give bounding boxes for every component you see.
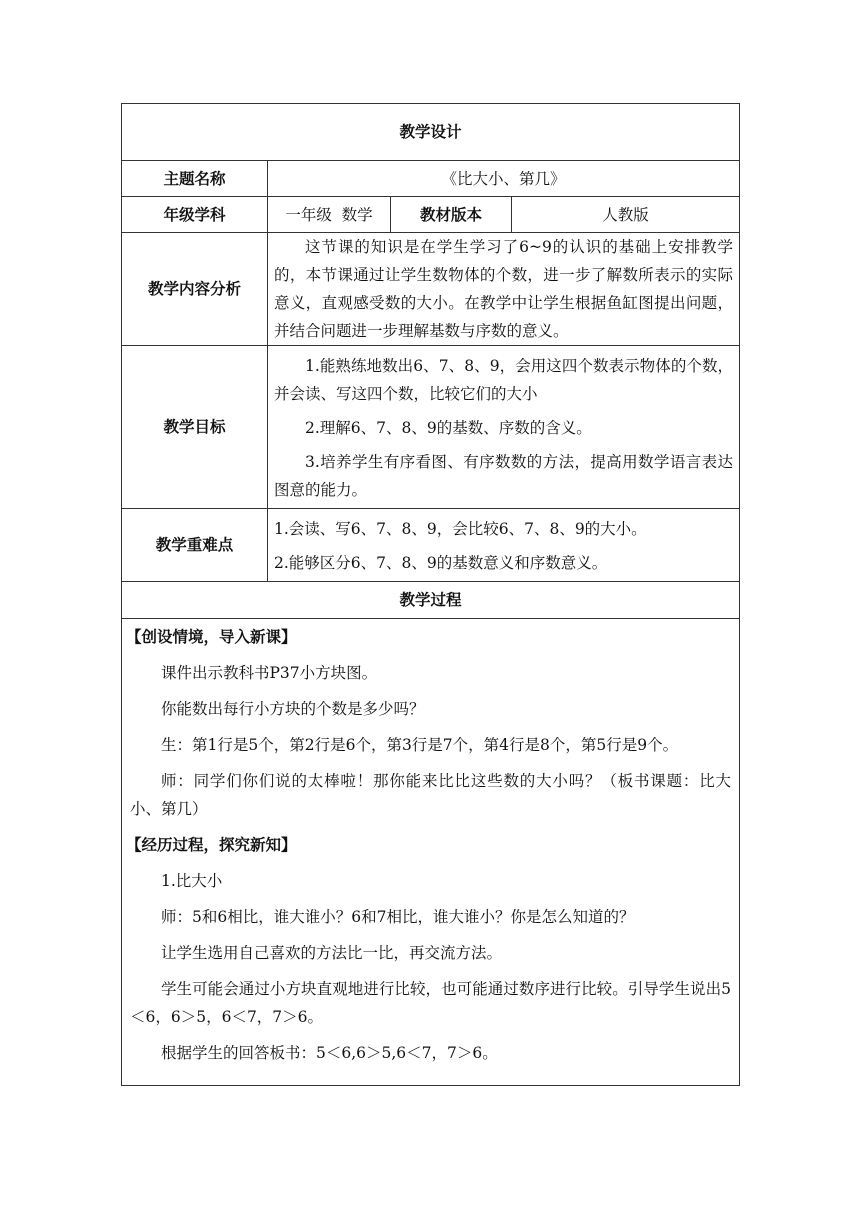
- content-analysis-label: 教学内容分析: [122, 233, 268, 346]
- process-paragraph: 课件出示教科书P37小方块图。: [161, 664, 378, 682]
- objective-item: 3.培养学生有序看图、有序数数的方法，提高用数学语言表达图意的能力。: [274, 453, 734, 499]
- process-paragraph: 师：5和6相比，谁大谁小？6和7相比，谁大谁小？你是怎么知道的？: [161, 908, 635, 926]
- objectives-cell: [268, 346, 740, 509]
- document-title: 教学设计: [122, 104, 740, 161]
- key-points-cell: [268, 509, 740, 582]
- edition-label: 教材版本: [391, 197, 512, 233]
- edition-value: 人教版: [512, 197, 740, 233]
- section-1-title: 【创设情境，导入新课】: [126, 628, 297, 646]
- lesson-plan-table: [121, 103, 740, 1086]
- key-point-item: 1.会读、写6、7、8、9，会比较6、7、8、9的大小。: [274, 520, 647, 538]
- objective-item: 2.理解6、7、8、9的基数、序数的含义。: [305, 419, 592, 437]
- content-analysis-text: 这节课的知识是在学生学习了6~9的认识的基础上安排教学的，本节课通过让学生数物体的个数，进一步了解数所表示的实际意义，直观感受数的大小。在教学中让学生根据鱼缸图提出问题，并结合问题进一步理解基数与序数的意义。: [274, 238, 734, 340]
- process-paragraph: 根据学生的回答板书：5＜6,6＞5,6＜7，7＞6。: [161, 1044, 498, 1062]
- process-paragraph: 生：第1行是5个，第2行是6个，第3行是7个，第4行是8个，第5行是9个。: [161, 736, 679, 754]
- topic-label: 主题名称: [122, 161, 268, 197]
- process-paragraph: 1.比大小: [161, 872, 223, 890]
- process-paragraph: 让学生选用自己喜欢的方法比一比，再交流方法。: [161, 944, 503, 962]
- topic-value: 《比大小、第几》: [268, 161, 740, 197]
- key-point-item: 2.能够区分6、7、8、9的基数意义和序数意义。: [274, 554, 608, 572]
- grade-value: 一年级 数学: [268, 197, 391, 233]
- process-paragraph: 你能数出每行小方块的个数是多少吗？: [161, 700, 425, 718]
- objectives-label: 教学目标: [122, 346, 268, 509]
- content-analysis-cell: [268, 233, 740, 346]
- section-2-title: 【经历过程，探究新知】: [126, 836, 297, 854]
- grade-label: 年级学科: [122, 197, 268, 233]
- process-paragraph: 学生可能会通过小方块直观地进行比较，也可能通过数序进行比较。引导学生说出5＜6，6＞5，6＜7，7＞6。: [130, 980, 732, 1026]
- process-cell: [122, 619, 740, 1086]
- objective-item: 1.能熟练地数出6、7、8、9，会用这四个数表示物体的个数，并会读、写这四个数，比较它们的大小: [274, 357, 734, 403]
- key-points-label: 教学重难点: [122, 509, 268, 582]
- process-paragraph: 师：同学们你们说的太棒啦！那你能来比比这些数的大小吗？（板书课题：比大小、第几）: [130, 772, 732, 818]
- process-heading: 教学过程: [122, 582, 740, 619]
